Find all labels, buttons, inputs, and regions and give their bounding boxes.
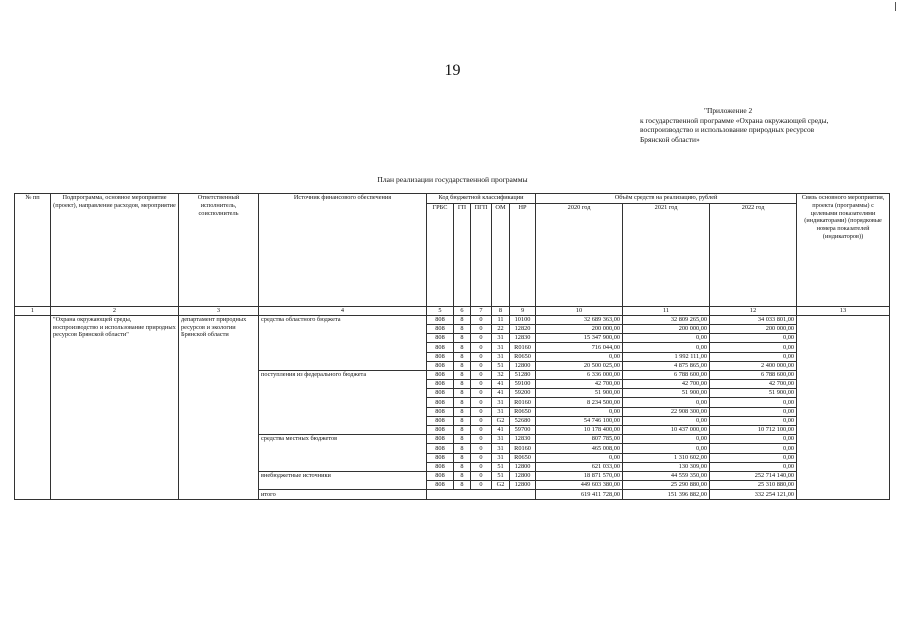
pgp-cell: 0: [471, 352, 492, 361]
source-cell: средства местных бюджетов: [259, 435, 427, 472]
total-code-cell: [427, 490, 536, 499]
gp-cell: 8: [454, 444, 471, 453]
grbs-cell: 808: [427, 462, 454, 471]
gp-cell: 8: [454, 481, 471, 490]
grbs-cell: 808: [427, 453, 454, 462]
nr-cell: 12800: [510, 361, 536, 370]
amount-2021-cell: 1 992 111,00: [623, 352, 710, 361]
gp-cell: 8: [454, 352, 471, 361]
amount-2022-cell: 200 000,00: [710, 324, 797, 333]
gp-cell: 8: [454, 343, 471, 352]
header-gp: ГП: [454, 204, 471, 307]
grbs-cell: 808: [427, 352, 454, 361]
source-cell: внебюджетные источники: [259, 471, 427, 489]
header-volume: Объём средств на реализацию, рублей: [536, 194, 797, 204]
grbs-cell: 808: [427, 315, 454, 324]
amount-2022-cell: 0,00: [710, 352, 797, 361]
amount-2020-cell: 42 700,00: [536, 380, 623, 389]
om-cell: 31: [492, 334, 510, 343]
nr-cell: 12800: [510, 471, 536, 480]
grbs-cell: 808: [427, 481, 454, 490]
row-number-cell: [15, 315, 51, 499]
appendix-line-4: Брянской области»: [640, 134, 700, 144]
amount-2021-cell: 6 788 600,00: [623, 370, 710, 379]
amount-2020-cell: 8 234 500,00: [536, 398, 623, 407]
grbs-cell: 808: [427, 389, 454, 398]
pgp-cell: 0: [471, 361, 492, 370]
amount-2020-cell: 32 689 363,00: [536, 315, 623, 324]
grbs-cell: 808: [427, 361, 454, 370]
om-cell: 41: [492, 389, 510, 398]
amount-2022-cell: 51 900,00: [710, 389, 797, 398]
amount-2021-cell: 0,00: [623, 398, 710, 407]
column-number: 5: [427, 307, 454, 316]
amount-2020-cell: 0,00: [536, 407, 623, 416]
gp-cell: 8: [454, 426, 471, 435]
amount-2022-cell: 0,00: [710, 435, 797, 444]
appendix-line-3: воспроизводство и использование природных ресурсов: [640, 125, 815, 135]
amount-2021-cell: 32 809 265,00: [623, 315, 710, 324]
total-2022-cell: 332 254 121,00: [710, 490, 797, 499]
executor-cell: департамент природных ресурсов и экологии Брянской области: [179, 315, 259, 499]
nr-cell: 51280: [510, 370, 536, 379]
column-number: 2: [51, 307, 179, 316]
nr-cell: R0650: [510, 352, 536, 361]
pgp-cell: 0: [471, 444, 492, 453]
nr-cell: R0160: [510, 398, 536, 407]
amount-2022-cell: 6 788 600,00: [710, 370, 797, 379]
gp-cell: 8: [454, 380, 471, 389]
appendix-line-2: к государственной программе «Охрана окружающей среды,: [640, 115, 829, 125]
column-numbers-row: [15, 307, 890, 316]
amount-2020-cell: 807 785,00: [536, 435, 623, 444]
amount-2020-cell: 15 347 900,00: [536, 334, 623, 343]
header-source: Источник финансового обеспечения: [259, 194, 427, 307]
pgp-cell: 0: [471, 426, 492, 435]
pgp-cell: 0: [471, 315, 492, 324]
gp-cell: 8: [454, 315, 471, 324]
scan-edge-mark: [895, 2, 896, 11]
om-cell: 31: [492, 398, 510, 407]
amount-2021-cell: 22 908 300,00: [623, 407, 710, 416]
amount-2022-cell: 0,00: [710, 416, 797, 425]
column-number: 3: [179, 307, 259, 316]
total-2020-cell: 619 411 728,00: [536, 490, 623, 499]
gp-cell: 8: [454, 389, 471, 398]
pgp-cell: 0: [471, 334, 492, 343]
amount-2022-cell: 0,00: [710, 462, 797, 471]
pgp-cell: 0: [471, 435, 492, 444]
gp-cell: 8: [454, 324, 471, 333]
header-budget-code: Код бюджетной классификации: [427, 194, 536, 204]
grbs-cell: 808: [427, 324, 454, 333]
gp-cell: 8: [454, 435, 471, 444]
amount-2020-cell: 10 178 400,00: [536, 426, 623, 435]
grbs-cell: 808: [427, 380, 454, 389]
column-number: 8: [492, 307, 510, 316]
subprogram-cell: "Охрана окружающей среды, воспроизводство и использование природных ресурсов Брянской области": [51, 315, 179, 499]
om-cell: 51: [492, 462, 510, 471]
column-number: 9: [510, 307, 536, 316]
gp-cell: 8: [454, 453, 471, 462]
grbs-cell: 808: [427, 435, 454, 444]
gp-cell: 8: [454, 471, 471, 480]
source-cell: поступления из федерального бюджета: [259, 370, 427, 434]
gp-cell: 8: [454, 398, 471, 407]
nr-cell: 59700: [510, 426, 536, 435]
nr-cell: 12830: [510, 334, 536, 343]
om-cell: 31: [492, 453, 510, 462]
amount-2020-cell: 449 603 380,00: [536, 481, 623, 490]
grbs-cell: 808: [427, 416, 454, 425]
grbs-cell: 808: [427, 370, 454, 379]
om-cell: 31: [492, 444, 510, 453]
pgp-cell: 0: [471, 343, 492, 352]
om-cell: 31: [492, 343, 510, 352]
nr-cell: 12820: [510, 324, 536, 333]
gp-cell: 8: [454, 370, 471, 379]
amount-2020-cell: 54 746 100,00: [536, 416, 623, 425]
header-om: ОМ: [492, 204, 510, 307]
source-cell: средства областного бюджета: [259, 315, 427, 370]
amount-2021-cell: 42 700,00: [623, 380, 710, 389]
gp-cell: 8: [454, 361, 471, 370]
gp-cell: 8: [454, 334, 471, 343]
nr-cell: 59100: [510, 380, 536, 389]
header-nr: НР: [510, 204, 536, 307]
pgp-cell: 0: [471, 324, 492, 333]
amount-2021-cell: 0,00: [623, 416, 710, 425]
header-grbs: ГРБС: [427, 204, 454, 307]
amount-2021-cell: 25 290 880,00: [623, 481, 710, 490]
amount-2021-cell: 130 309,00: [623, 462, 710, 471]
plan-table: [14, 193, 890, 500]
pgp-cell: 0: [471, 380, 492, 389]
table-row: [15, 315, 890, 324]
amount-2022-cell: 25 310 880,00: [710, 481, 797, 490]
amount-2021-cell: 0,00: [623, 334, 710, 343]
pgp-cell: 0: [471, 398, 492, 407]
amount-2021-cell: 1 310 602,00: [623, 453, 710, 462]
amount-2020-cell: 0,00: [536, 352, 623, 361]
amount-2020-cell: 200 000,00: [536, 324, 623, 333]
column-number: 13: [797, 307, 890, 316]
amount-2021-cell: 10 437 000,00: [623, 426, 710, 435]
om-cell: 51: [492, 471, 510, 480]
amount-2021-cell: 0,00: [623, 444, 710, 453]
amount-2020-cell: 6 336 000,00: [536, 370, 623, 379]
column-number: 4: [259, 307, 427, 316]
header-executor: Ответственный исполнитель, соисполнитель: [179, 194, 259, 307]
column-number: 11: [623, 307, 710, 316]
header-pgp: ПГП: [471, 204, 492, 307]
amount-2022-cell: 0,00: [710, 398, 797, 407]
header-num: № пп: [15, 194, 51, 307]
pgp-cell: 0: [471, 462, 492, 471]
appendix-note: [640, 106, 855, 144]
amount-2020-cell: 20 500 025,00: [536, 361, 623, 370]
nr-cell: 52680: [510, 416, 536, 425]
column-number: 1: [15, 307, 51, 316]
amount-2020-cell: 18 871 570,00: [536, 471, 623, 480]
header-link: Связь основного мероприятия, проекта (программы) с целевыми показателями (индикаторами) (порядковые номера показателей (индикаторов)): [797, 194, 890, 307]
pgp-cell: 0: [471, 416, 492, 425]
amount-2021-cell: 0,00: [623, 343, 710, 352]
plan-title: План реализации государственной программы: [377, 175, 528, 184]
amount-2020-cell: 0,00: [536, 453, 623, 462]
amount-2021-cell: 51 900,00: [623, 389, 710, 398]
amount-2021-cell: 0,00: [623, 435, 710, 444]
gp-cell: 8: [454, 416, 471, 425]
header-subprogram: Подпрограмма, основное мероприятие (проект), направление расходов, мероприятие: [51, 194, 179, 307]
pgp-cell: 0: [471, 453, 492, 462]
om-cell: 41: [492, 380, 510, 389]
total-2021-cell: 151 396 882,00: [623, 490, 710, 499]
grbs-cell: 808: [427, 398, 454, 407]
grbs-cell: 808: [427, 334, 454, 343]
grbs-cell: 808: [427, 444, 454, 453]
amount-2020-cell: 716 044,00: [536, 343, 623, 352]
om-cell: G2: [492, 481, 510, 490]
nr-cell: R0160: [510, 343, 536, 352]
nr-cell: 10100: [510, 315, 536, 324]
om-cell: 31: [492, 407, 510, 416]
amount-2022-cell: 0,00: [710, 407, 797, 416]
nr-cell: 12830: [510, 435, 536, 444]
column-number: 10: [536, 307, 623, 316]
amount-2022-cell: 0,00: [710, 453, 797, 462]
nr-cell: 12800: [510, 462, 536, 471]
amount-2022-cell: 0,00: [710, 444, 797, 453]
plan-table-body: [15, 315, 890, 499]
amount-2022-cell: 0,00: [710, 334, 797, 343]
amount-2022-cell: 42 700,00: [710, 380, 797, 389]
link-cell: [797, 315, 890, 499]
amount-2022-cell: 10 712 100,00: [710, 426, 797, 435]
nr-cell: R0160: [510, 444, 536, 453]
pgp-cell: 0: [471, 481, 492, 490]
total-label-cell: итого: [259, 490, 427, 499]
pgp-cell: 0: [471, 471, 492, 480]
page-number: 19: [444, 62, 461, 79]
amount-2022-cell: 252 714 140,00: [710, 471, 797, 480]
column-number: 12: [710, 307, 797, 316]
pgp-cell: 0: [471, 389, 492, 398]
grbs-cell: 808: [427, 343, 454, 352]
header-2022: 2022 год: [710, 204, 797, 307]
grbs-cell: 808: [427, 407, 454, 416]
gp-cell: 8: [454, 407, 471, 416]
grbs-cell: 808: [427, 426, 454, 435]
grbs-cell: 808: [427, 471, 454, 480]
column-number: 6: [454, 307, 471, 316]
amount-2020-cell: 51 900,00: [536, 389, 623, 398]
header-2020: 2020 год: [536, 204, 623, 307]
om-cell: 31: [492, 352, 510, 361]
appendix-line-1: "Приложение 2: [704, 106, 753, 115]
amount-2021-cell: 200 000,00: [623, 324, 710, 333]
pgp-cell: 0: [471, 407, 492, 416]
pgp-cell: 0: [471, 370, 492, 379]
om-cell: 32: [492, 370, 510, 379]
om-cell: 31: [492, 435, 510, 444]
amount-2021-cell: 44 559 350,00: [623, 471, 710, 480]
om-cell: 22: [492, 324, 510, 333]
nr-cell: R0650: [510, 453, 536, 462]
amount-2022-cell: 0,00: [710, 343, 797, 352]
header-2021: 2021 год: [623, 204, 710, 307]
om-cell: G2: [492, 416, 510, 425]
amount-2020-cell: 621 033,00: [536, 462, 623, 471]
om-cell: 41: [492, 426, 510, 435]
amount-2022-cell: 2 400 000,00: [710, 361, 797, 370]
nr-cell: 12800: [510, 481, 536, 490]
gp-cell: 8: [454, 462, 471, 471]
om-cell: 11: [492, 315, 510, 324]
amount-2020-cell: 465 008,00: [536, 444, 623, 453]
nr-cell: 59200: [510, 389, 536, 398]
amount-2021-cell: 4 875 865,00: [623, 361, 710, 370]
om-cell: 51: [492, 361, 510, 370]
amount-2022-cell: 34 033 801,00: [710, 315, 797, 324]
nr-cell: R0650: [510, 407, 536, 416]
column-number: 7: [471, 307, 492, 316]
